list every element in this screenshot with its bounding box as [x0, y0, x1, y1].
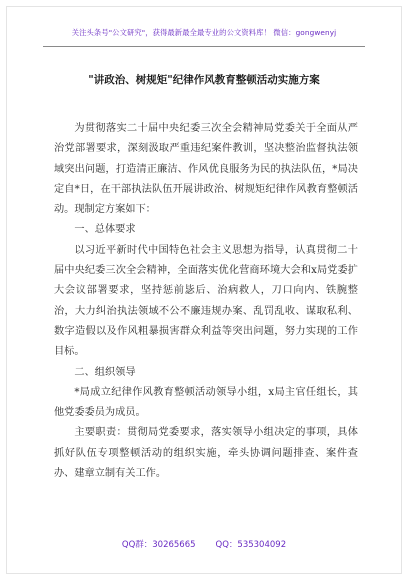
section-heading-general-requirements: 一、总体要求 — [74, 224, 136, 236]
header-note: 关注头条号"公文研究"，获得最新最全最专业的公文资料库！ 微信：gongwenyj — [71, 28, 337, 37]
document-page — [6, 6, 402, 574]
document-title: "讲政治、树规矩"纪律作风教育整顿活动实施方案 — [88, 74, 320, 86]
general-requirements-paragraph: 以习近平新时代中国特色社会主义思想为指导，认真贯彻二十届中央纪委三次全会精神，全面落实优化营商环境大会和x局党委扩大会议部署要求，坚持惩前毖后、治病救人，刀口向内、铁腕整治，大力纠治执法领域不公不廉违规办案、乱罚乱收、谋取私利、数字造假以及作风粗暴损害群众利益等突出问题，努力实现的工作目标。 — [54, 244, 358, 358]
intro-paragraph: 为贯彻落实二十届中央纪委三次全会精神局党委关于全面从严治党部署要求，深刻汲取严重违纪案件教训，坚决整治监督执法领域突出问题，打造清正廉洁、作风优良服务为民的执法队伍，*局决定自*日，在干部执法队伍开展讲政治、树规矩纪律作风教育整顿活动。现制定方案如下： — [54, 123, 358, 216]
header-divider — [43, 46, 365, 47]
footer-contact — [7, 538, 401, 550]
footer-qq-group: QQ群：30265665 — [121, 540, 196, 550]
section-heading-organization: 二、组织领导 — [74, 366, 136, 378]
duties-paragraph: 主要职责：贯彻局党委要求，落实领导小组决定的事项，具体抓好队伍专项整顿活动的组织实施，牵头协调问题排查、案件查办、建章立制有关工作。 — [54, 427, 358, 480]
document-body — [54, 119, 358, 484]
footer-qq-number: QQ：535304092 — [215, 540, 287, 550]
organization-paragraph: *局成立纪律作风教育整顿活动领导小组，x局主官任组长，其他党委委员为成员。 — [54, 386, 358, 419]
